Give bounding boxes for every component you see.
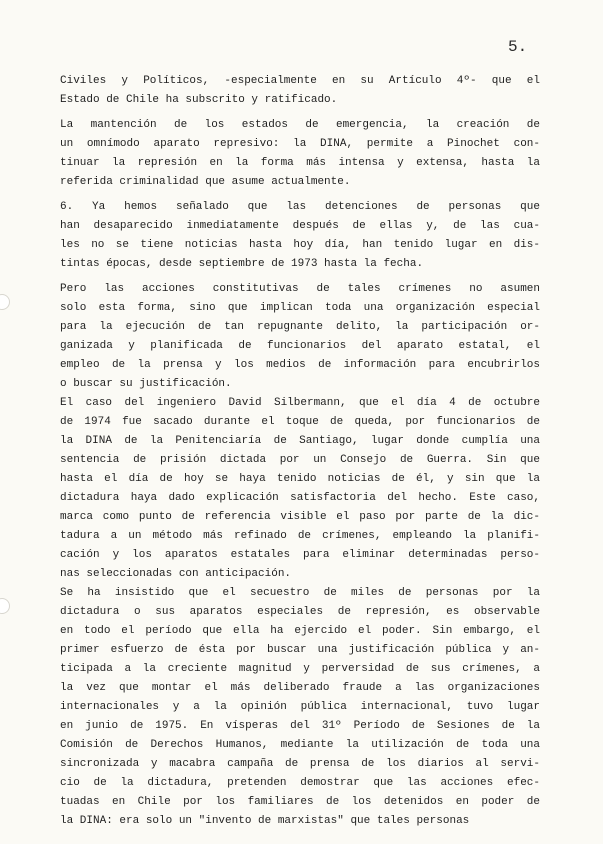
punch-hole <box>0 294 10 310</box>
text-line: Pero las acciones constitutivas de tales crímenes no asumen <box>60 283 540 295</box>
text-line: marca como punto de referencia visible el paso por parte de la dic- <box>60 511 540 523</box>
text-line: nas seleccionadas con anticipación. <box>60 568 292 580</box>
text-line: cio de la dictadura, pretenden demostrar que las acciones efec- <box>60 777 540 789</box>
text-line: dictadura haya dado explicación satisfactoria del hecho. Este caso, <box>60 492 540 504</box>
text-line: El caso del ingeniero David Silbermann, que el día 4 de octubre <box>60 397 540 409</box>
text-line: la DINA: era solo un "invento de marxistas" que tales personas <box>60 815 470 827</box>
text-line: de 1974 fue sacado durante el toque de queda, por funcionarios de <box>60 416 540 428</box>
text-line: la DINA de la Penitenciaría de Santiago, lugar donde cumplía una <box>60 435 540 447</box>
text-line: empleo de la prensa y los medios de información para encubrirlos <box>60 359 540 371</box>
text-line: Estado de Chile ha subscrito y ratificado. <box>60 94 338 106</box>
page-number: 5. <box>508 38 528 56</box>
text-line: ticipada a la creciente magnitud y perversidad de sus crímenes, a <box>60 663 540 675</box>
text-line: en todo el período que ella ha ejercido el poder. Sin embargo, el <box>60 625 540 637</box>
text-line: hasta el día de hoy se haya tenido noticias de él, y sin que la <box>60 473 540 485</box>
text-line: sincronizada y macabra campaña de prensa de los diarios al servi- <box>60 758 540 770</box>
text-line: o buscar su justificación. <box>60 378 232 390</box>
text-line: tadura a un método más refinado de crímenes, empleando la planifi- <box>60 530 540 542</box>
text-line: les no se tiene noticias hasta hoy día, han tenido lugar en dis- <box>60 239 540 251</box>
text-line: 6. Ya hemos señalado que las detenciones de personas que <box>60 201 540 213</box>
text-line: solo esta forma, sino que implican toda una organización especial <box>60 302 540 314</box>
text-line: Civiles y Políticos, -especialmente en su Artículo 4º- que el <box>60 75 540 87</box>
text-line: tinuar la represión en la forma más intensa y extensa, hasta la <box>60 157 540 169</box>
punch-hole <box>0 598 10 614</box>
text-line: internacionales y a la opinión pública internacional, tuvo lugar <box>60 701 540 713</box>
text-line: primer esfuerzo de ésta por buscar una justificación pública y an- <box>60 644 540 656</box>
text-line: cación y los aparatos estatales para eliminar determinadas perso- <box>60 549 540 561</box>
text-line: Comisión de Derechos Humanos, mediante la utilización de toda una <box>60 739 540 751</box>
text-line: dictadura o sus aparatos especiales de represión, es observable <box>60 606 540 618</box>
text-line: tintas épocas, desde septiembre de 1973 hasta la fecha. <box>60 258 424 270</box>
body-text <box>60 72 540 831</box>
text-line: referida criminalidad que asume actualmente. <box>60 176 351 188</box>
text-line: para la ejecución de tan repugnante delito, la participación or- <box>60 321 540 333</box>
text-line: en junio de 1975. En vísperas del 31º Período de Sesiones de la <box>60 720 540 732</box>
text-line: la vez que montar el más deliberado fraude a las organizaciones <box>60 682 540 694</box>
text-line: Se ha insistido que el secuestro de miles de personas por la <box>60 587 540 599</box>
text-line: han desaparecido inmediatamente después de ellas y, de las cua- <box>60 220 540 232</box>
text-line: sentencia de prisión dictada por un Consejo de Guerra. Sin que <box>60 454 540 466</box>
text-line: un omnímodo aparato represivo: la DINA, permite a Pinochet con- <box>60 138 540 150</box>
text-line: ganizada y planificada de funcionarios del aparato estatal, el <box>60 340 540 352</box>
text-line: La mantención de los estados de emergencia, la creación de <box>60 119 540 131</box>
text-line: tuadas en Chile por los familiares de los detenidos en poder de <box>60 796 540 808</box>
